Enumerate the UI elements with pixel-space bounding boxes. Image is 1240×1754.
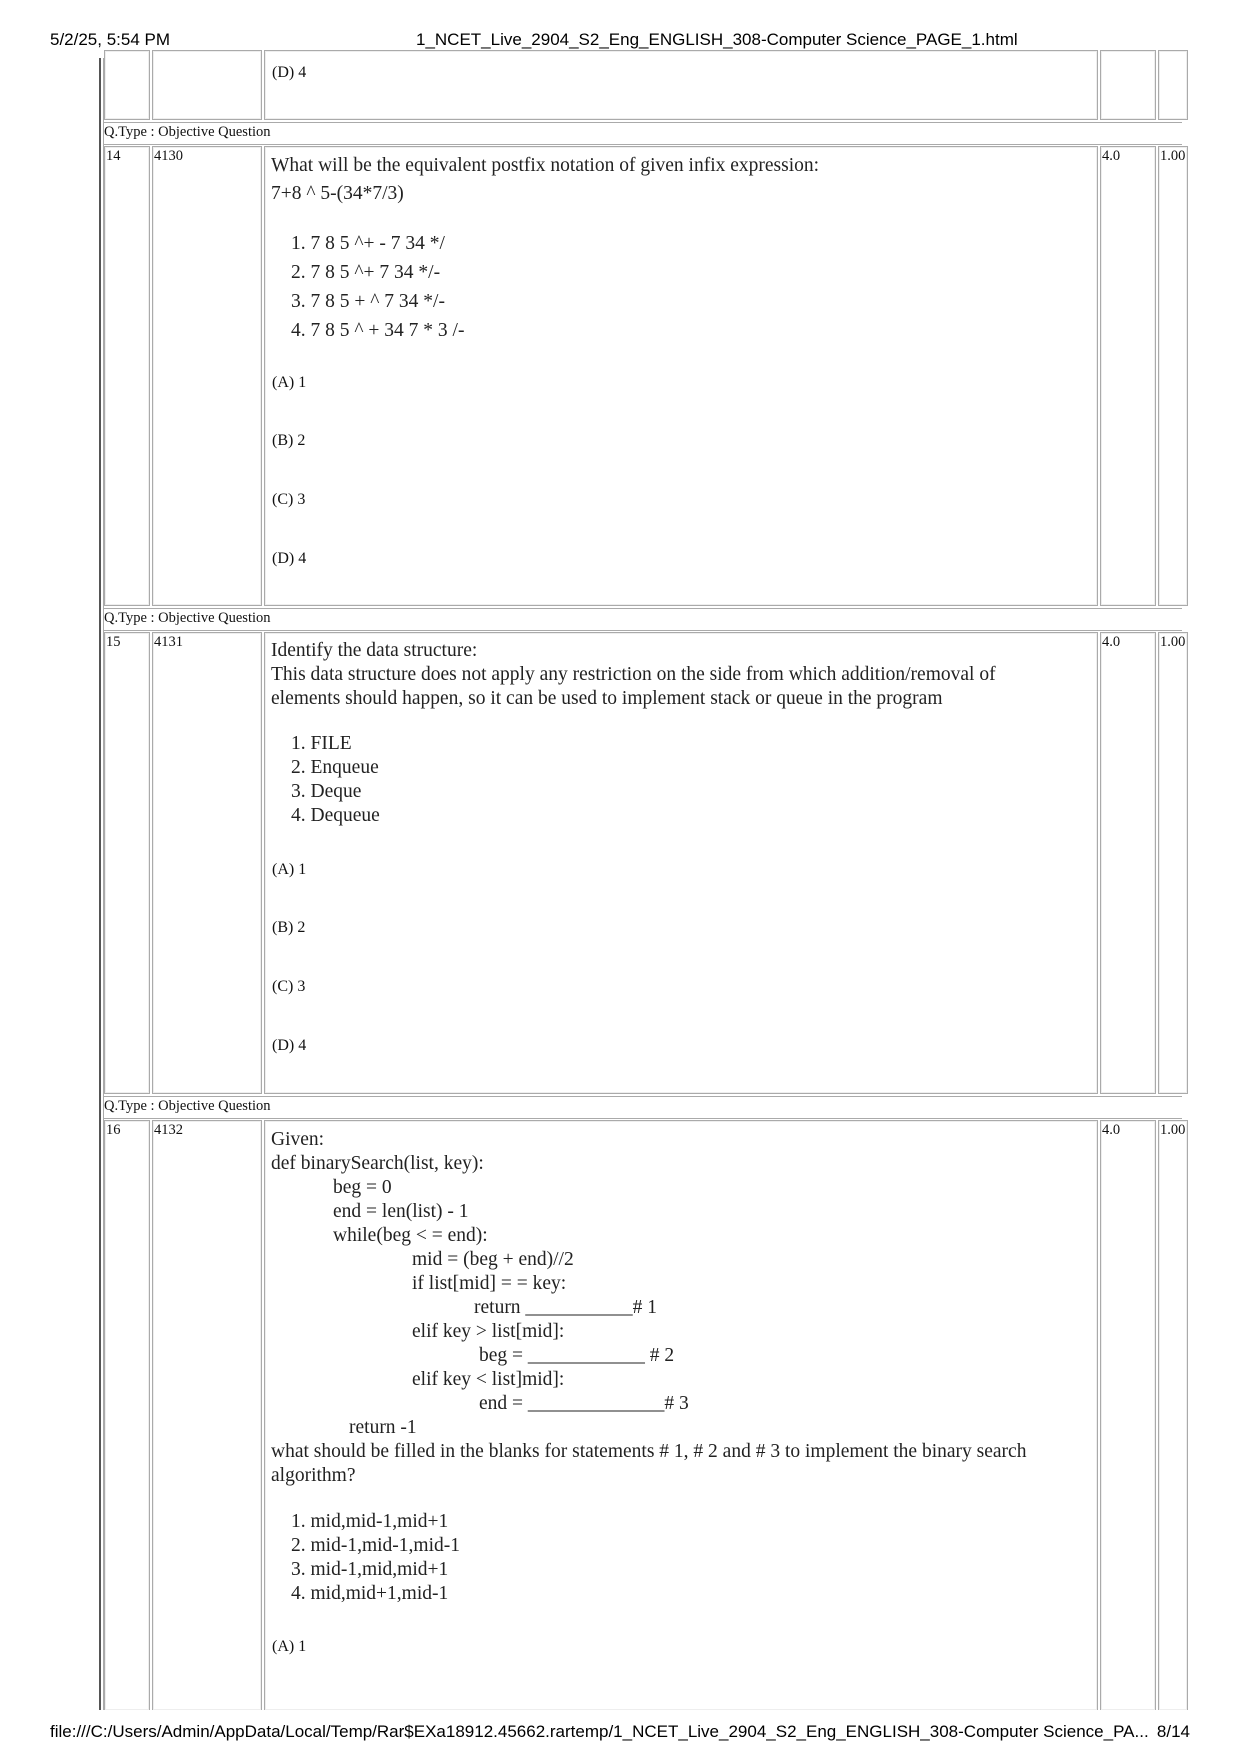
q14-option-4: 4. 7 8 5 ^ + 34 7 * 3 /- <box>291 320 465 341</box>
q14-marks-cell <box>1100 146 1156 606</box>
q15-num-cell <box>104 632 150 1094</box>
q16-stem-tail-line1: what should be filled in the blanks for statements # 1, # 2 and # 3 to implement the binary search <box>271 1441 1027 1462</box>
divider <box>104 1118 1182 1119</box>
qtype-label: Q.Type : Objective Question <box>104 1098 271 1114</box>
q15-option-4: 4. Dequeue <box>291 805 380 826</box>
q16-negative-marks: 1.00 <box>1160 1122 1186 1138</box>
q16-code-line: end = len(list) - 1 <box>333 1201 469 1222</box>
prev-id-cell <box>152 50 262 120</box>
q14-neg-cell <box>1158 146 1188 606</box>
print-title: 1_NCET_Live_2904_S2_Eng_ENGLISH_308-Computer Science_PAGE_1.html <box>416 30 1018 49</box>
divider <box>104 630 1182 631</box>
prev-question-cell <box>264 50 1098 120</box>
q15-negative-marks: 1.00 <box>1160 634 1186 650</box>
q16-id: 4132 <box>154 1122 183 1138</box>
q16-code-line: return ___________# 1 <box>474 1297 658 1318</box>
prev-neg-cell <box>1158 50 1188 120</box>
q16-option-4: 4. mid,mid+1,mid-1 <box>291 1583 449 1604</box>
qtype-label: Q.Type : Objective Question <box>104 610 271 626</box>
q15-answer-d: (D) 4 <box>272 1037 307 1054</box>
q15-id: 4131 <box>154 634 183 650</box>
q14-answer-c: (C) 3 <box>272 491 306 508</box>
q14-question-cell <box>264 146 1098 606</box>
q16-code-line: Given: <box>271 1129 325 1150</box>
q16-id-cell <box>152 1120 262 1710</box>
page-frame-left-border <box>99 58 101 1710</box>
prev-marks-cell <box>1100 50 1156 120</box>
q16-option-2: 2. mid-1,mid-1,mid-1 <box>291 1535 460 1556</box>
q14-marks: 4.0 <box>1102 148 1121 164</box>
q16-stem-tail-line2: algorithm? <box>271 1465 356 1486</box>
q15-neg-cell <box>1158 632 1188 1094</box>
q14-negative-marks: 1.00 <box>1160 148 1186 164</box>
q14-option-3: 3. 7 8 5 + ^ 7 34 */- <box>291 291 445 312</box>
q16-answer-a: (A) 1 <box>272 1638 307 1655</box>
q14-id-cell <box>152 146 262 606</box>
print-page-number: 8/14 <box>1156 1722 1190 1741</box>
q16-option-3: 3. mid-1,mid,mid+1 <box>291 1559 449 1580</box>
q15-marks: 4.0 <box>1102 634 1121 650</box>
q16-code-line: beg = 0 <box>333 1177 392 1198</box>
q15-id-cell <box>152 632 262 1094</box>
q15-answer-b: (B) 2 <box>272 919 306 936</box>
q16-option-1: 1. mid,mid-1,mid+1 <box>291 1511 449 1532</box>
q15-stem-line3: elements should happen, so it can be used to implement stack or queue in the program <box>271 688 943 709</box>
q14-number: 14 <box>106 148 121 164</box>
divider <box>104 608 1182 609</box>
q16-code-line: elif key > list[mid]: <box>412 1321 565 1342</box>
q15-option-1: 1. FILE <box>291 733 352 754</box>
q16-code-line: return -1 <box>349 1417 417 1438</box>
q15-answer-c: (C) 3 <box>272 978 306 995</box>
q15-option-3: 3. Deque <box>291 781 362 802</box>
q16-code-line: mid = (beg + end)//2 <box>412 1249 574 1270</box>
print-datetime: 5/2/25, 5:54 PM <box>50 30 171 49</box>
q16-code-line: elif key < list]mid]: <box>412 1369 565 1390</box>
q16-marks-cell <box>1100 1120 1156 1710</box>
prev-answer-d: (D) 4 <box>272 64 307 81</box>
divider <box>104 144 1182 145</box>
q16-code-line: def binarySearch(list, key): <box>271 1153 484 1174</box>
q16-num-cell <box>104 1120 150 1710</box>
q14-option-1: 1. 7 8 5 ^+ - 7 34 */ <box>291 233 445 254</box>
q15-number: 15 <box>106 634 121 650</box>
q14-answer-b: (B) 2 <box>272 432 306 449</box>
q14-stem-line2: 7+8 ^ 5-(34*7/3) <box>271 183 404 204</box>
q16-code-line: beg = ____________ # 2 <box>479 1345 675 1366</box>
q14-option-2: 2. 7 8 5 ^+ 7 34 */- <box>291 262 441 283</box>
divider <box>104 122 1182 123</box>
q16-neg-cell <box>1158 1120 1188 1710</box>
q14-num-cell <box>104 146 150 606</box>
q16-code-line: end = ______________# 3 <box>479 1393 689 1414</box>
divider <box>104 1096 1182 1097</box>
q14-answer-d: (D) 4 <box>272 550 307 567</box>
qtype-label: Q.Type : Objective Question <box>104 124 271 140</box>
q14-id: 4130 <box>154 148 183 164</box>
q16-code-line: if list[mid] = = key: <box>412 1273 567 1294</box>
q14-stem-line1: What will be the equivalent postfix notation of given infix expression: <box>271 155 820 176</box>
q16-marks: 4.0 <box>1102 1122 1121 1138</box>
q16-number: 16 <box>106 1122 121 1138</box>
q15-option-2: 2. Enqueue <box>291 757 379 778</box>
q15-stem-line2: This data structure does not apply any restriction on the side from which addition/removal of <box>271 664 996 685</box>
q14-answer-a: (A) 1 <box>272 374 307 391</box>
q16-code-line: while(beg < = end): <box>333 1225 488 1246</box>
q15-answer-a: (A) 1 <box>272 861 307 878</box>
prev-num-cell <box>104 50 150 120</box>
q15-marks-cell <box>1100 632 1156 1094</box>
q15-stem-line1: Identify the data structure: <box>271 640 478 661</box>
print-footer-path: file:///C:/Users/Admin/AppData/Local/Temp/Rar$EXa18912.45662.rartemp/1_NCET_Live_2904_S2_Eng_ENGLISH_308-Computer Science_PA... <box>50 1722 1149 1741</box>
